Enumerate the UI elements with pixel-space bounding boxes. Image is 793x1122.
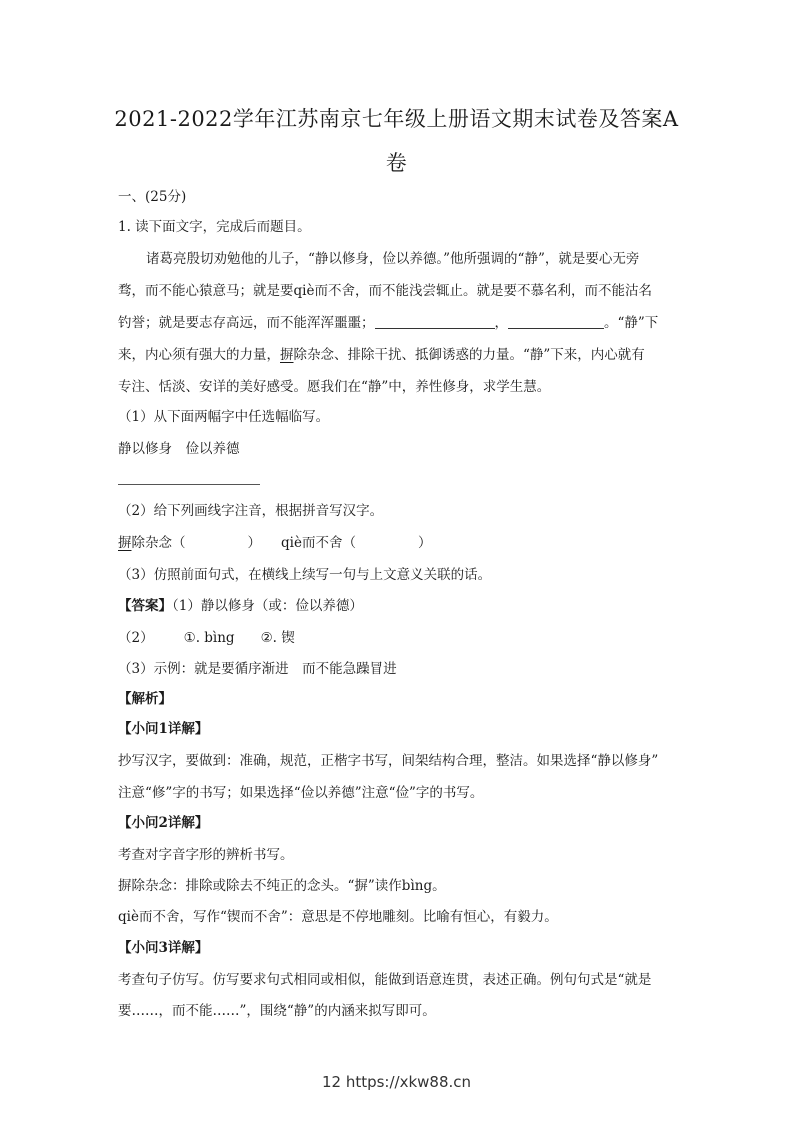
passage-line-3-tail: 。“静”下 [604,315,659,331]
passage-line-3 [118,314,658,332]
detail-3-line-2: 要……，而不能……”，围绕“静”的内涵来拟写即可。 [118,1003,436,1019]
answer-1: （1）静以修身（或：俭以养德） [172,598,363,614]
detail-1-line-1: 抄写汉字，要做到：准确，规范，正楷字书写，间架结构合理，整洁。如果选择“静以修身” [118,753,659,769]
item-bing-close: ） [247,535,261,551]
answer-line-1 [118,597,363,615]
comma: ， [494,315,508,331]
detail-3-heading: 【小问3详解】 [118,940,209,956]
fill-blank-2[interactable] [508,314,604,329]
document-title-line-2: 卷 [385,151,408,175]
sub-question-2-items [118,534,431,552]
question-1-prompt: 1. 读下面文字，完成后而题目。 [118,219,311,235]
section-heading: 一、(25分) [118,189,187,205]
detail-2-heading: 【小问2详解】 [118,815,209,831]
detail-3-line-1: 考查句子仿写。仿写要求句式相同或相似，能做到语意连贯，表述正确。例句句式是“就是 [118,972,652,988]
answer-line-2 [118,629,295,647]
page-footer: 12 https://xkw88.cn [321,1073,472,1091]
passage-line-1: 诸葛亮殷切劝勉他的儿子，“静以修身，俭以养德。”他所强调的“静”，就是要心无旁 [146,251,640,267]
detail-2-line-1: 考查对字音字形的辨析书写。 [118,847,294,863]
copy-line[interactable] [118,484,260,485]
passage-line-4-tail: 除杂念、排除干扰、抵御诱惑的力量。“静”下来，内心就有 [293,347,645,363]
sub-question-3: （3）仿照前面句式，在横线上续写一句与上文意义关联的话。 [118,567,492,583]
underlined-char-bing: 摒 [280,347,294,363]
detail-1-line-2: 注意“修”字的书写；如果选择“俭以养德”注意“俭”字的书写。 [118,785,484,801]
passage-line-4 [118,346,645,364]
passage-line-4-head: 来，内心须有强大的力量， [118,347,280,363]
passage-line-3-text: 钓誉；就是要志存高远，而不能浑浑噩噩； [118,315,375,331]
detail-2-line-2: 摒除杂念：排除或除去不纯正的念头。“摒”读作bìng。 [118,878,446,894]
answer-2-hanzi: ②. 锲 [260,630,295,646]
sub-question-1: （1）从下面两幅字中任选幅临写。 [118,409,330,425]
answer-2-label: （2） [118,630,154,646]
sub-question-2: （2）给下列画线字注音，根据拼音写汉字。 [118,503,384,519]
detail-1-heading: 【小问1详解】 [118,721,209,737]
detail-2-line-3: qiè而不舍，写作“锲而不舍”：意思是不停地雕刻。比喻有恒心，有毅力。 [118,909,558,925]
passage-line-2: 骛，而不能心猿意马；就是要qiè而不舍，而不能浅尝辄止。就是要不慕名利，而不能沽名 [118,283,652,299]
passage-line-5: 专注、恬淡、安详的美好感受。愿我们在“静”中，养性修身，求学生慧。 [118,379,551,395]
answer-label: 【答案】 [118,598,172,614]
fill-blank-1[interactable] [375,314,495,329]
calligraphy-options: 静以修身 俭以养德 [118,441,240,457]
item-qie-label: qiè而不舍（ [281,535,356,551]
analysis-heading: 【解析】 [118,691,172,707]
document-title-line-1: 2021-2022学年江苏南京七年级上册语文期末试卷及答案A [114,107,679,131]
item-qie-close: ） [417,535,432,551]
answer-2-pinyin: ①. bìng [183,630,235,646]
item-bing-label: 除杂念（ [131,535,186,551]
underlined-char-bing: 摒 [118,535,132,551]
answer-line-3: （3）示例：就是要循序渐进 而不能急躁冒进 [118,661,397,677]
